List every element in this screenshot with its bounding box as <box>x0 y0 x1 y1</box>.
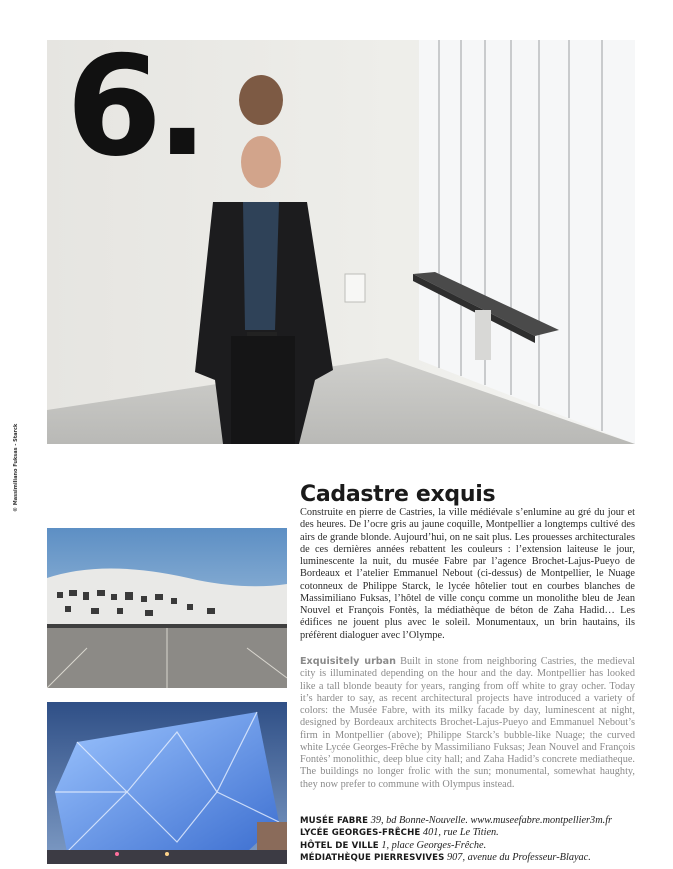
address-detail: 401, rue Le Titien. <box>420 827 499 839</box>
blue-illuminated-building-illustration <box>47 702 287 864</box>
address-mediatheque <box>300 852 635 864</box>
address-name: MÉDIATHÈQUE PIERRESVIVES <box>300 852 445 863</box>
address-name: HÔTEL DE VILLE <box>300 840 379 851</box>
address-detail: 907, avenue du Professeur-Blayac. <box>444 851 591 863</box>
page-number: 6. <box>66 26 203 187</box>
nuage-photo <box>47 702 287 864</box>
address-detail: 1, place Georges-Frêche. <box>378 839 487 851</box>
english-body-text: Built in stone from neighboring Castries, the medieval city is illuminated depending on the hour and the day. Montpellier has looked like a tall blonde beauty for years, ranging from off white to gray ocher. Today it’s harder to say, as recent architectural projects have introduced a variety of colors: the Musée Fabre, with its milky facade by day, luminescent at night, designed by Bordeaux architects Brochet-Lajus-Pueyo and Emmanuel Nebout’s firm in Montpellier (above); Philippe Starck’s bubble-like Nuage; the curved white Lycée Georges-Frêche by Massimiliano Fuksas; Jean Nouvel and François Fontès’ monolithic, deep blue city hall; and Zaha Hadid’s concrete mediatheque. The buildings no longer frolic with the sun; monumental, somewhat haughty, they now prefer to commune with Olympus instead. <box>300 656 635 790</box>
address-musee-fabre <box>300 815 635 827</box>
photo-credit: © Massimiliano Fuksas - Starck <box>13 423 19 512</box>
white-curved-building-illustration <box>47 528 287 688</box>
address-name: MUSÉE FABRE <box>300 816 369 826</box>
address-detail: 39, bd Bonne-Nouvelle. www.museefabre.montpellier3m.fr <box>368 815 613 826</box>
address-lycee <box>300 827 635 839</box>
article-title: Cadastre exquis <box>300 482 496 507</box>
article-body-english <box>300 656 635 791</box>
english-lead: Exquisitely urban <box>300 656 396 667</box>
address-hotel-de-ville <box>300 840 635 852</box>
address-name: LYCÉE GEORGES-FRÊCHE <box>300 828 421 839</box>
lycee-photo <box>47 528 287 688</box>
address-list <box>300 815 635 864</box>
article-body-french: Construite en pierre de Castries, la ville médiévale s’enlumine au gré du jour et des heures. De l’ocre gris au jaune coquille, Montpellier a longtemps cultivé des airs de grande blonde. Aujourd’hui, on ne sait plus. Les prouesses architecturales de ces dernières années rebattent les couleurs : l’extension laiteuse le jour, luminescente la nuit, du musée Fabre par l’agence Brochet-Lajus-Pueyo de Bordeaux et l’atelier Emmanuel Nebout (ci-dessus) de Montpellier, le Nuage cotonneux de Philippe Starck, le lycée hôtelier tout en courbes blanches de Massimiliano Fuksas, l’hôtel de ville conçu comme un monolithe bleu de Jean Nouvel et François Fontès, la médiathèque de béton de Zaha Hadid… Les édifices ne jouent plus avec le soleil. Monumentaux, un brin hautains, ils préfèrent dialoguer avec l’Olympe. <box>300 507 635 641</box>
